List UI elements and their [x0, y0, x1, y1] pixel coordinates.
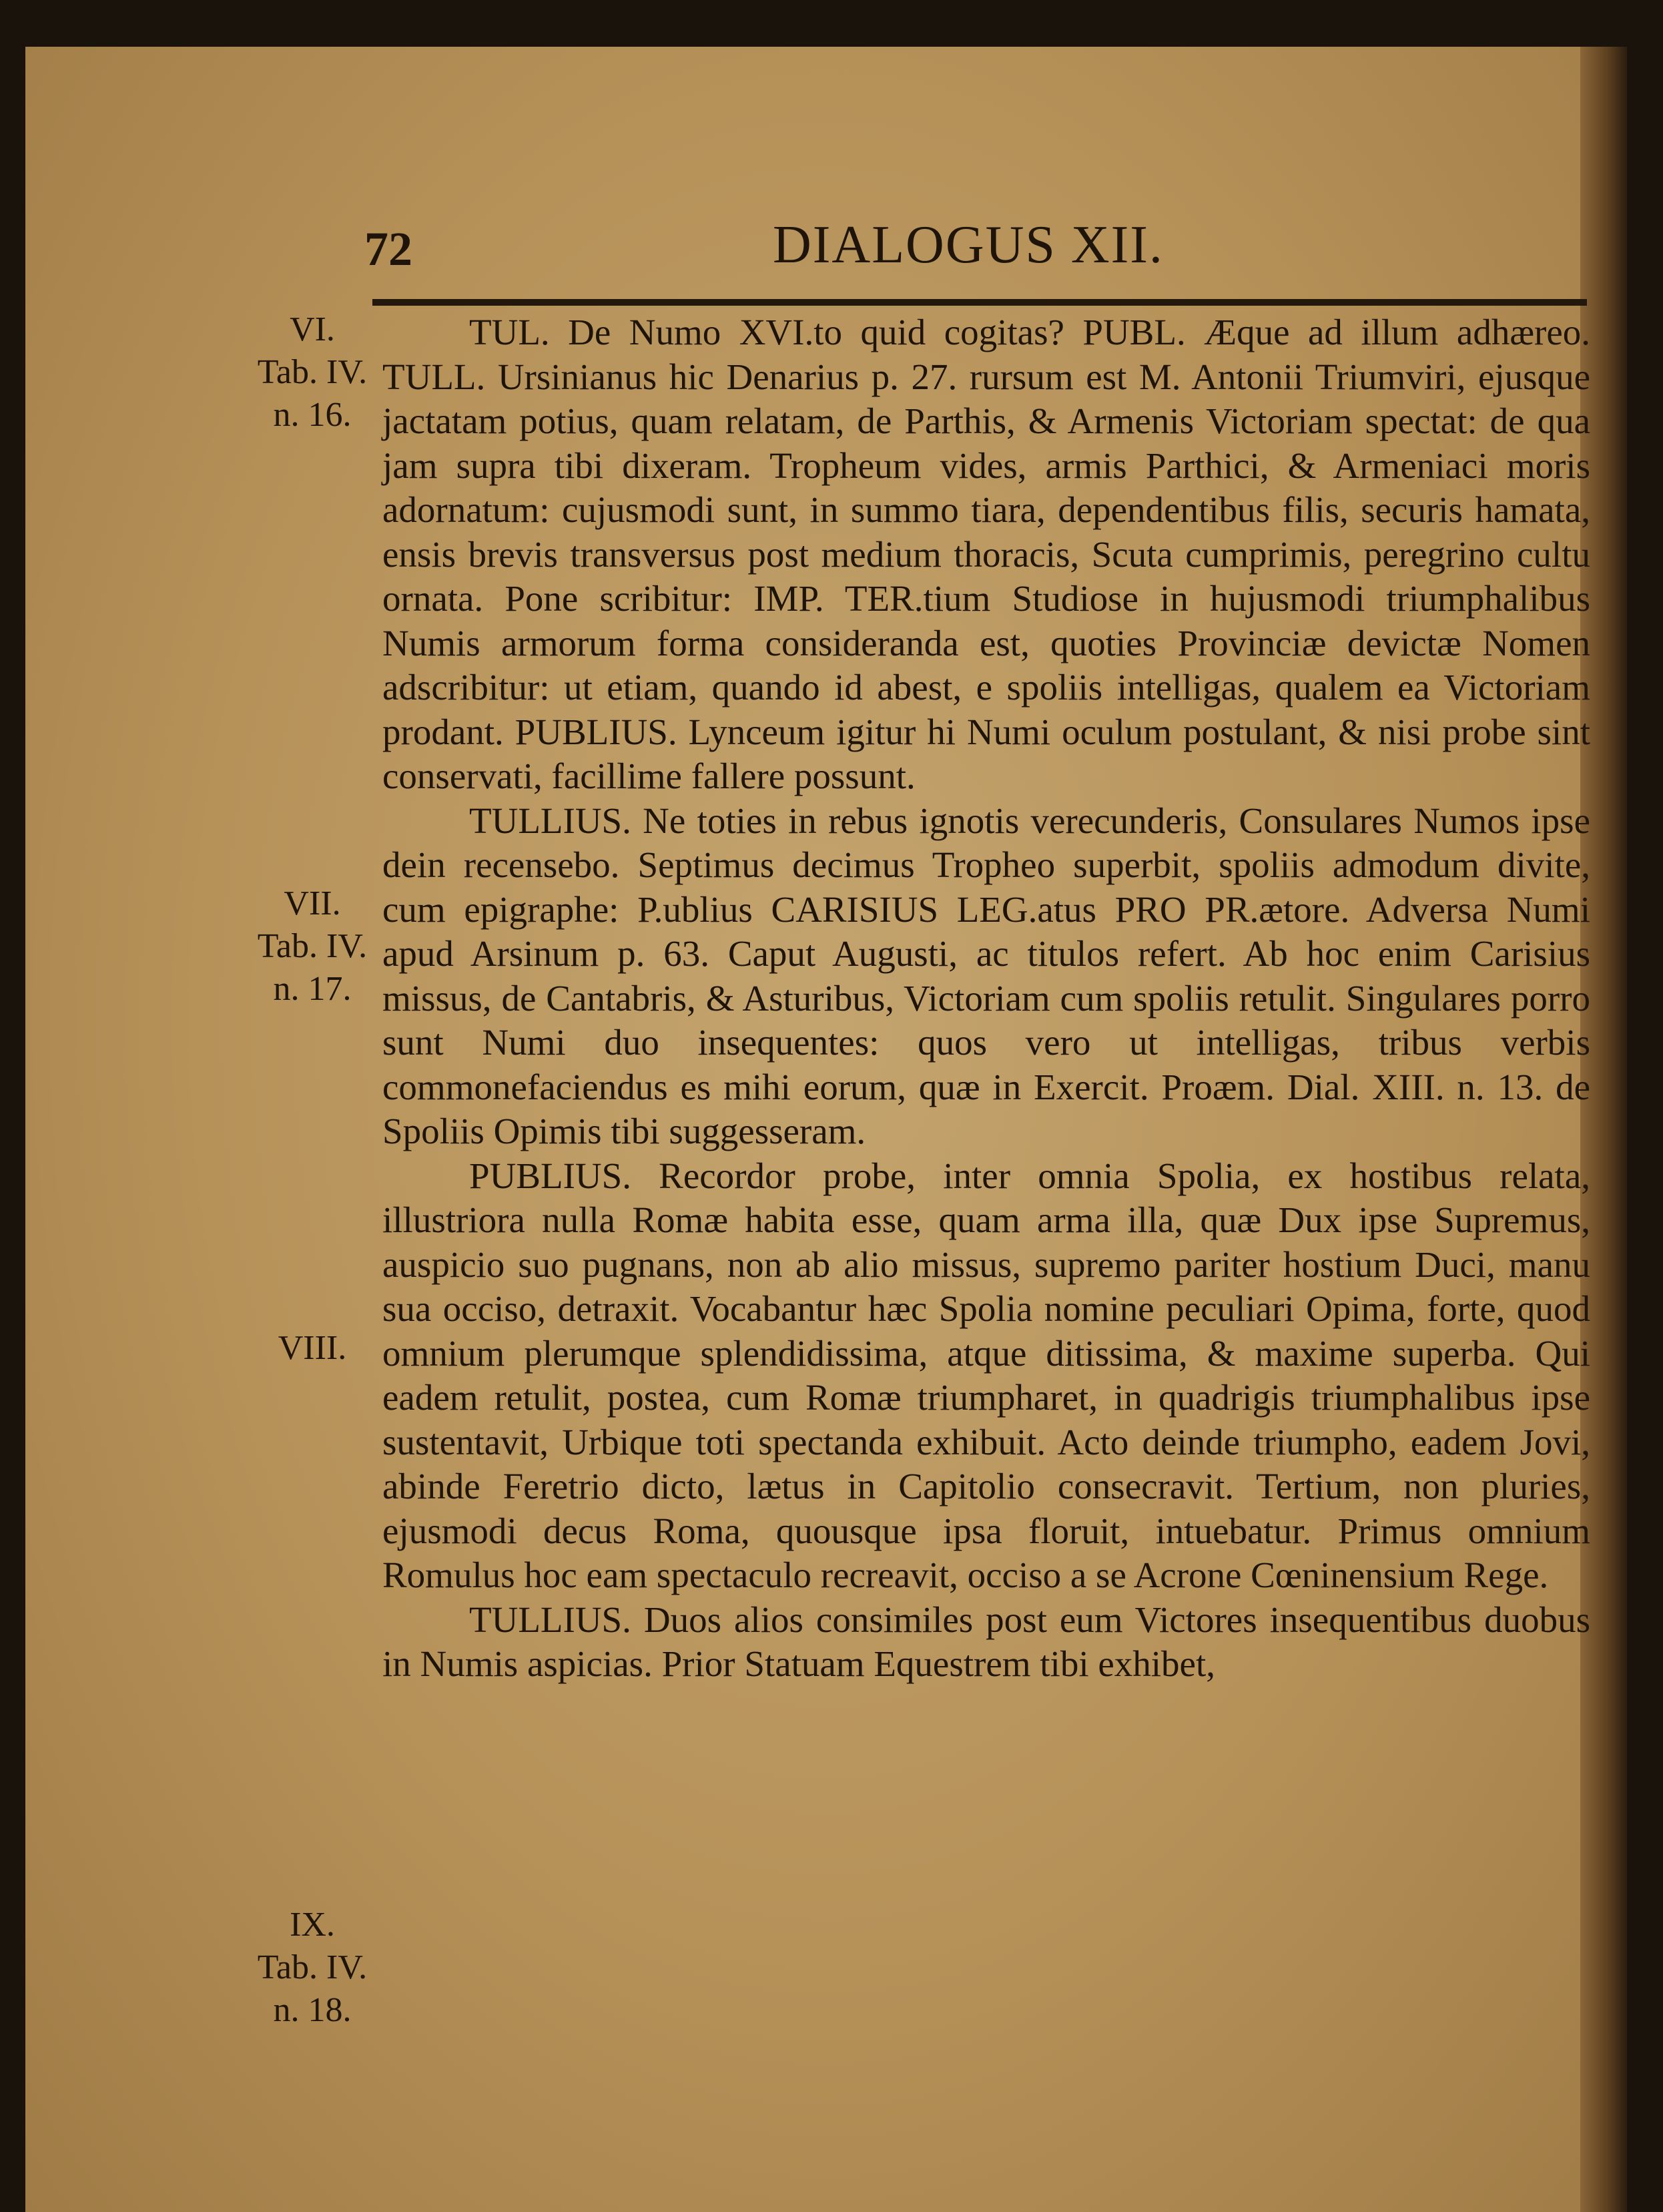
book-page — [25, 47, 1627, 2212]
paragraph: TUL. De Numo XVI.to quid cogitas? PUBL. Æque ad illum adhæreo. TULL. Ursinianus hic Denarius p. 27. rursum est M. Antonii Triumviri, ejusque jactatam potius, quam relatam, de Parthis, & Armenis Victoriam spectat: de qua jam supra tibi dixeram. Tropheum vides, armis Parthici, & Armeniaci moris adornatum: cujusmodi sunt, in summo tiara, dependentibus filis, securis hamata, ensis brevis transversus post medium thoracis, Scuta cumprimis, peregrino cultu ornata. Pone scribitur: IMP. TER.tium Studiose in hujusmodi triumphalibus Numis armorum forma consideranda est, quoties Provinciæ devictæ Nomen adscribitur: ut etiam, quando id abest, e spoliis intelligas, qualem ea Victoriam prodant. PUBLIUS. Lynceum igitur hi Numi oculum postulant, & nisi probe sint conservati, facillime fallere possunt. — [382, 312, 1590, 796]
paragraph: PUBLIUS. Recordor probe, inter omnia Spolia, ex hostibus relata, illustriora nulla Romæ habita esse, quam arma illa, quæ Dux ipse Supremus, auspicio suo pugnans, non ab alio missus, supremo pariter hostium Duci, manu sua occiso, detraxit. Vocabantur hæc Spolia nomine peculiari Opima, forte, quod omnium plerumque splendidissima, atque ditissima, & maxime superba. Qui eadem retulit, postea, cum Romæ triumpharet, in quadrigis triumphalibus ipse sustentavit, Urbique toti spectanda exhibuit. Acto deinde triumpho, eadem Jovi, abinde Feretrio dicto, lætus in Capitolio consecravit. Tertium, non pluries, ejusmodi decus Roma, quousque ipsa floruit, intuebatur. Primus omnium Romulus hoc eam spectaculo recreavit, occiso a se Acrone Cœninensium Rege. — [382, 1155, 1590, 1595]
margin-note-vii: VII. Tab. IV. n. 17. — [257, 884, 368, 1008]
margin-note-viii: VIII. — [278, 1329, 347, 1367]
margin-note-vi: VI. Tab. IV. n. 16. — [257, 310, 368, 434]
running-title: DIALOGUS XII. — [773, 216, 1164, 274]
margin-notes — [25, 47, 399, 2212]
paragraph: TULLIUS. Duos alios consimiles post eum Victores insequentibus duobus in Numis aspicias. Prior Statuam Equestrem tibi exhibet, — [382, 1599, 1590, 1684]
margin-note-ix: IX. Tab. IV. n. 18. — [257, 1906, 368, 2029]
page-number: 72 — [364, 222, 412, 276]
header-rule — [372, 299, 1587, 306]
body-text — [382, 310, 1590, 1687]
paragraph: TULLIUS. Ne toties in rebus ignotis verecunderis, Consulares Numos ipse dein recensebo. Septimus decimus Tropheo superbit, spoliis admodum divite, cum epigraphe: P.ublius CARISIUS LEG.atus PRO PR.ætore. Adversa Numi apud Arsinum p. 63. Caput Augusti, ac titulos refert. Ab hoc enim Carisius missus, de Cantabris, & Asturibus, Victoriam cum spoliis retulit. Singulares porro sunt Numi duo insequentes: quos vero ut intelligas, tribus verbis commonefaciendus es mihi eorum, quæ in Exercit. Proæm. Dial. XIII. n. 13. de Spoliis Opimis tibi suggesseram. — [382, 800, 1590, 1151]
